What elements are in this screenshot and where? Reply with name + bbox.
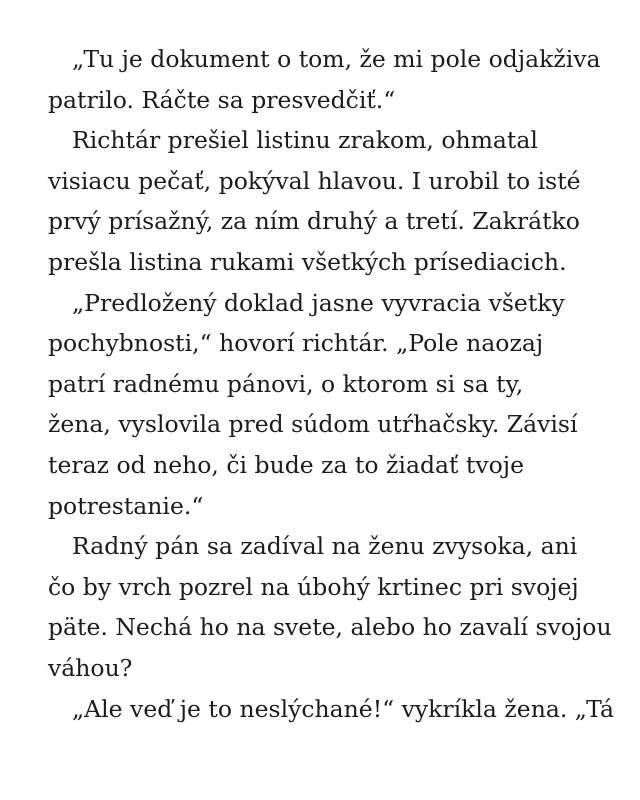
paragraph	[48, 283, 600, 527]
text-line: váhou?	[48, 653, 133, 682]
text-line: žena, vyslovila pred súdom utŕhačsky. Závisí	[48, 410, 578, 439]
text-line: prvý prísažný, za ním druhý a tretí. Zakrátko	[48, 207, 580, 236]
text-line: patrí radnému pánovi, o ktorom si sa ty,	[48, 369, 524, 398]
text-line: „Tu je dokument o tom, že mi pole odjakživa	[72, 45, 601, 73]
paragraph	[48, 689, 614, 730]
text-line: visiacu pečať, pokýval hlavou. I urobil to isté	[48, 166, 581, 195]
text-line: teraz od neho, či bude za to žiadať tvoje	[48, 450, 524, 479]
text-line: Richtár prešiel listinu zrakom, ohmatal	[72, 126, 538, 155]
text-line: potrestanie.“	[48, 491, 204, 520]
text-line: pochybnosti,“ hovorí richtár. „Pole naozaj	[48, 329, 544, 358]
text-line: čo by vrch pozrel na úbohý krtinec pri svojej	[48, 572, 579, 601]
paragraph	[48, 526, 612, 688]
text-line: päte. Nechá ho na svete, alebo ho zavalí svojou	[48, 613, 612, 642]
text-line: prešla listina rukami všetkých prísediacich.	[48, 247, 567, 276]
text-line: „Ale veď je to neslýchané!“ vykríkla žena. „Tá	[72, 694, 614, 723]
paragraph	[48, 120, 600, 282]
text-line: Radný pán sa zadíval na ženu zvysoka, ani	[72, 532, 578, 561]
paragraph	[48, 39, 600, 120]
text-line: patrilo. Ráčte sa presvedčiť.“	[48, 85, 396, 114]
text-line: „Predložený doklad jasne vyvracia všetky	[72, 288, 565, 317]
